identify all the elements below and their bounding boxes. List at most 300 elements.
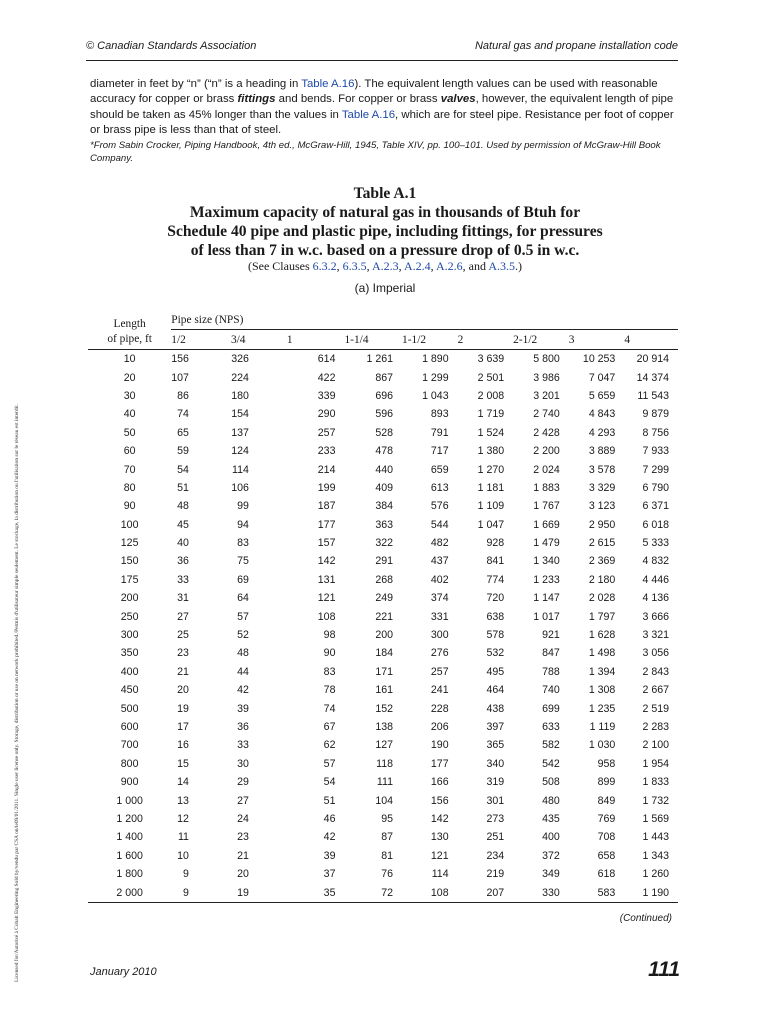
capacity-cell: 9 879 <box>642 408 669 421</box>
header-right: Natural gas and propane installation code <box>474 40 678 52</box>
capacity-cell: 59 <box>177 445 189 458</box>
capacity-cell: 249 <box>375 592 394 605</box>
capacity-cell: 161 <box>375 684 394 697</box>
capacity-cell: 374 <box>430 592 449 605</box>
capacity-cell: 131 <box>317 573 336 586</box>
capacity-cell: 791 <box>430 426 449 439</box>
capacity-cell: 39 <box>323 849 336 862</box>
header-left: © Canadian Standards Association <box>86 40 257 52</box>
capacity-cell: 95 <box>381 812 394 825</box>
length-cell: 800 <box>120 757 139 770</box>
capacity-cell: 206 <box>430 721 449 733</box>
table-number: Table A.1 <box>353 185 417 202</box>
clause-link[interactable]: 6.3.2 <box>312 259 337 273</box>
capacity-cell: 72 <box>344 883 402 902</box>
capacity-cell: 1 299 <box>422 371 449 384</box>
capacity-cell: 1 260 <box>642 868 669 881</box>
capacity-cell: 1 270 <box>477 463 505 476</box>
length-cell: 700 <box>120 739 139 752</box>
capacity-cell: 1 261 <box>366 353 394 366</box>
capacity-cell: 10 <box>177 849 189 862</box>
capacity-cell: 397 <box>486 721 505 733</box>
capacity-cell: 542 <box>542 757 560 770</box>
length-cell: 200 <box>120 592 139 605</box>
capacity-cell: 1 498 <box>588 647 616 660</box>
table-row <box>88 387 678 405</box>
capacity-cell: 384 <box>375 500 394 513</box>
capacity-cell: 422 <box>317 371 336 384</box>
capacity-cell: 177 <box>317 518 336 531</box>
capacity-cell: 578 <box>486 629 505 642</box>
length-cell: 350 <box>120 647 139 660</box>
capacity-cell: 400 <box>542 831 560 844</box>
capacity-cell: 769 <box>597 812 616 825</box>
capacity-cell: 5 800 <box>533 353 560 366</box>
capacity-cell: 11 <box>177 831 189 844</box>
capacity-cell: 90 <box>323 647 336 660</box>
capacity-cell: 78 <box>323 684 336 697</box>
capacity-cell: 3 578 <box>588 463 616 476</box>
capacity-cell: 596 <box>375 408 394 421</box>
table-row <box>88 644 678 662</box>
capacity-cell: 508 <box>542 776 560 789</box>
capacity-cell: 29 <box>237 776 249 789</box>
table-caption-line: of less than 7 in w.c. based on a pressure drop of 0.5 in w.c. <box>190 242 580 259</box>
capacity-cell: 326 <box>231 353 249 366</box>
capacity-cell: 1 233 <box>533 573 560 586</box>
table-row <box>88 828 678 846</box>
pipe-size-column-header: 3 <box>569 330 625 350</box>
capacity-cell: 187 <box>317 500 336 513</box>
capacity-cell: 23 <box>177 647 189 660</box>
table-row <box>88 368 678 386</box>
capacity-cell: 62 <box>323 739 336 752</box>
capacity-cell: 51 <box>177 481 189 494</box>
length-header-line: Length <box>113 318 146 330</box>
capacity-cell: 717 <box>430 445 449 458</box>
capacity-cell: 291 <box>375 555 394 568</box>
capacity-cell: 118 <box>376 757 394 770</box>
capacity-cell: 3 666 <box>642 610 669 623</box>
length-cell: 1 800 <box>116 868 143 881</box>
capacity-cell: 1 147 <box>533 592 560 605</box>
capacity-cell: 46 <box>323 812 336 825</box>
table-row <box>88 791 678 809</box>
capacity-cell: 696 <box>375 389 394 402</box>
see-text: , <box>366 259 372 273</box>
capacity-cell: 214 <box>317 463 336 476</box>
capacity-cell: 1 719 <box>477 408 505 421</box>
capacity-cell: 409 <box>375 481 394 494</box>
capacity-cell: 659 <box>430 463 449 476</box>
capacity-cell: 48 <box>237 647 249 660</box>
table-row <box>88 626 678 644</box>
license-side-note: Licensed for/Autorisé à Cobalt Engineering Sold by/vendu par CSA on/le09/01/2011. Single user license only. Storage, distribution or use on network prohibited./Permis d'utilisateur simple seulement. Le stockage, la distribution ou l'utilisation sur le réseau est interdit. <box>14 404 20 982</box>
capacity-cell: 1 047 <box>477 518 505 531</box>
capacity-cell: 3 329 <box>588 481 616 494</box>
length-cell: 1 600 <box>116 849 143 862</box>
capacity-cell: 37 <box>323 868 336 881</box>
capacity-cell: 1 340 <box>533 555 560 568</box>
length-cell: 250 <box>120 610 139 623</box>
capacity-cell: 273 <box>486 812 505 825</box>
capacity-cell: 658 <box>597 849 616 862</box>
capacity-cell: 15 <box>177 757 189 770</box>
capacity-cell: 365 <box>486 739 505 752</box>
capacity-cell: 25 <box>177 629 189 642</box>
capacity-cell: 613 <box>430 481 449 494</box>
capacity-cell: 1 043 <box>422 389 449 402</box>
capacity-cell: 1 343 <box>642 849 669 862</box>
capacity-cell: 57 <box>237 610 249 623</box>
capacity-cell: 16 <box>177 739 189 752</box>
capacity-cell: 322 <box>375 537 394 550</box>
capacity-cell: 75 <box>237 555 249 568</box>
capacity-cell: 7 047 <box>588 371 616 384</box>
length-cell: 1 400 <box>116 831 143 844</box>
length-cell: 70 <box>123 463 136 476</box>
intro-text-part: diameter in feet by “n” (“n” is a heading in <box>90 78 302 90</box>
length-cell: 1 000 <box>116 794 143 807</box>
capacity-cell: 14 <box>177 776 189 789</box>
capacity-cell: 300 <box>430 629 449 642</box>
table-row <box>88 516 678 534</box>
capacity-cell: 20 <box>237 868 249 881</box>
capacity-cell: 234 <box>486 849 505 862</box>
table-row <box>88 405 678 423</box>
capacity-cell: 1 569 <box>642 812 669 825</box>
capacity-cell: 1 181 <box>477 481 505 494</box>
capacity-cell: 2 200 <box>533 445 560 458</box>
capacity-cell: 2 950 <box>588 518 616 531</box>
capacity-cell: 36 <box>177 555 189 568</box>
capacity-cell: 1 628 <box>588 629 616 642</box>
capacity-cell: 21 <box>177 665 189 678</box>
capacity-cell: 42 <box>237 684 249 697</box>
capacity-cell: 6 018 <box>642 518 669 531</box>
capacity-cell: 124 <box>231 445 249 458</box>
table-row <box>88 810 678 828</box>
capacity-cell: 7 933 <box>642 445 669 458</box>
fittings-emphasis: fittings <box>237 93 276 106</box>
capacity-cell: 166 <box>430 776 449 789</box>
capacity-cell: 2 519 <box>642 702 669 715</box>
table-row <box>88 442 678 460</box>
capacity-cell: 4 446 <box>642 573 669 586</box>
capacity-cell: 774 <box>486 573 505 586</box>
table-row <box>88 865 678 883</box>
capacity-cell: 221 <box>375 610 394 623</box>
pipe-size-column-header: 2-1/2 <box>513 330 569 350</box>
capacity-cell: 3 321 <box>642 629 669 642</box>
capacity-cell: 2 369 <box>588 555 616 568</box>
length-cell: 20 <box>123 371 136 384</box>
capacity-cell: 87 <box>381 831 394 844</box>
capacity-cell: 1 669 <box>533 518 560 531</box>
intro-paragraph <box>90 77 680 139</box>
capacity-cell: 3 056 <box>642 647 669 660</box>
capacity-cell: 104 <box>375 794 394 807</box>
capacity-cell: 190 <box>430 739 449 752</box>
capacity-cell: 5 659 <box>588 389 616 402</box>
capacity-cell: 171 <box>375 665 394 678</box>
capacity-cell: 1 235 <box>588 702 616 715</box>
table-row <box>88 883 678 902</box>
capacity-cell: 23 <box>237 831 249 844</box>
capacity-cell: 33 <box>177 573 189 586</box>
capacity-cell: 54 <box>323 776 336 789</box>
capacity-cell: 10 253 <box>582 353 616 366</box>
continued-note: (Continued) <box>619 913 672 924</box>
capacity-cell: 614 <box>317 353 336 366</box>
capacity-cell: 867 <box>375 371 394 384</box>
capacity-cell: 121 <box>317 592 336 605</box>
capacity-cell: 219 <box>486 868 505 881</box>
running-header <box>86 40 678 61</box>
clause-link[interactable]: A.2.3 <box>371 259 399 273</box>
capacity-cell: 142 <box>430 812 449 825</box>
capacity-cell: 199 <box>317 481 336 494</box>
table-row <box>88 663 678 681</box>
table-row <box>88 718 678 736</box>
capacity-cell: 841 <box>486 555 505 568</box>
capacity-cell: 99 <box>237 500 249 513</box>
see-text: , <box>336 259 343 273</box>
capacity-cell: 33 <box>237 739 249 752</box>
intro-text-part: and bends. For copper or brass <box>275 93 441 106</box>
see-text: , and <box>462 259 489 273</box>
pipe-size-column-header: 1 <box>287 330 345 350</box>
capacity-cell: 152 <box>375 702 394 715</box>
capacity-cell: 257 <box>430 665 449 678</box>
capacity-cell: 2 024 <box>533 463 560 476</box>
table-row <box>88 773 678 791</box>
capacity-cell: 544 <box>430 518 449 531</box>
length-cell: 450 <box>120 684 139 697</box>
capacity-cell: 36 <box>237 721 249 733</box>
intro-text-part: , however, the equivalent length of pipe should be taken as 45% longer than the values in <box>90 93 674 121</box>
capacity-cell: 8 756 <box>642 426 669 439</box>
table-row <box>88 607 678 625</box>
capacity-cell: 1 308 <box>588 684 616 697</box>
capacity-cell: 233 <box>317 445 336 458</box>
capacity-cell: 14 374 <box>636 371 669 384</box>
capacity-cell: 17 <box>177 721 189 733</box>
capacity-cell: 4 832 <box>642 555 669 568</box>
capacity-cell: 480 <box>542 794 560 807</box>
table-caption-line: Schedule 40 pipe and plastic pipe, including fittings, for pressures <box>167 223 603 240</box>
capacity-cell: 1 109 <box>477 500 505 513</box>
footer-date: January 2010 <box>90 966 157 978</box>
capacity-cell: 2 180 <box>588 573 616 586</box>
pipe-size-column-header: 3/4 <box>231 330 287 350</box>
capacity-cell: 9 <box>171 883 231 902</box>
length-cell: 30 <box>123 389 136 402</box>
length-cell: 60 <box>123 445 136 458</box>
clause-link[interactable]: 6.3.5 <box>342 259 367 273</box>
length-header <box>88 310 171 350</box>
capacity-cell: 114 <box>232 463 249 476</box>
capacity-cell: 86 <box>177 389 189 402</box>
capacity-cell: 618 <box>597 868 616 881</box>
capacity-cell: 847 <box>542 647 560 660</box>
capacity-cell: 257 <box>317 426 336 439</box>
capacity-cell: 1 883 <box>533 481 560 494</box>
capacity-cell: 31 <box>177 592 189 605</box>
length-cell: 40 <box>123 408 136 421</box>
page-number: 111 <box>648 958 680 981</box>
capacity-cell: 2 028 <box>588 592 616 605</box>
capacity-cell: 114 <box>431 868 449 881</box>
footnote: *From Sabin Crocker, Piping Handbook, 4th ed., McGraw-Hill, 1945, Table XIV, pp. 100–101. Used by permission of McGraw-Hill Book Company. <box>90 139 661 164</box>
intro-text <box>90 77 680 165</box>
capacity-cell: 138 <box>375 721 394 733</box>
length-cell: 500 <box>120 702 139 715</box>
capacity-cell: 2 843 <box>642 665 669 678</box>
capacity-cell: 2 428 <box>533 426 560 439</box>
capacity-cell: 1 380 <box>477 445 505 458</box>
capacity-cell: 156 <box>171 353 189 366</box>
intro-text-part: , which are for steel pipe. Resistance per foot of copper or brass pipe is less than that of steel. <box>90 108 674 137</box>
table-row <box>88 571 678 589</box>
table-row <box>88 534 678 552</box>
capacity-cell: 137 <box>231 426 249 439</box>
capacity-cell: 130 <box>430 831 449 844</box>
capacity-cell: 1 119 <box>589 721 616 733</box>
length-cell: 2 000 <box>88 883 171 902</box>
table-row <box>88 736 678 754</box>
capacity-cell: 12 <box>177 812 189 825</box>
capacity-cell: 241 <box>430 684 449 697</box>
capacity-cell: 76 <box>381 868 394 881</box>
capacity-cell: 437 <box>430 555 449 568</box>
capacity-cell: 94 <box>237 518 249 531</box>
capacity-cell: 39 <box>237 702 249 715</box>
capacity-cell: 1 394 <box>588 665 616 678</box>
length-cell: 90 <box>123 500 136 513</box>
length-header-line: of pipe, ft <box>107 333 152 345</box>
capacity-cell: 184 <box>375 647 394 660</box>
capacity-cell: 464 <box>486 684 505 697</box>
table-row <box>88 350 678 369</box>
capacity-cell: 24 <box>237 812 249 825</box>
capacity-cell: 127 <box>375 739 394 752</box>
table-row <box>88 681 678 699</box>
capacity-cell: 52 <box>237 629 249 642</box>
valves-emphasis: valves <box>440 93 476 106</box>
capacity-cell: 363 <box>375 518 394 531</box>
capacity-cell: 83 <box>323 665 336 678</box>
capacity-cell: 64 <box>237 592 249 605</box>
length-cell: 400 <box>120 665 139 678</box>
capacity-cell: 340 <box>486 757 505 770</box>
capacity-cell: 1 833 <box>642 776 669 789</box>
capacity-cell: 2 501 <box>477 371 505 384</box>
table-row <box>88 847 678 865</box>
capacity-cell: 180 <box>231 389 249 402</box>
capacity-cell: 5 333 <box>642 537 669 550</box>
capacity-cell: 339 <box>317 389 336 402</box>
capacity-cell: 331 <box>430 610 449 623</box>
capacity-cell: 142 <box>317 555 336 568</box>
capacity-cell: 27 <box>237 794 249 807</box>
length-cell: 150 <box>120 555 139 568</box>
capacity-cell: 849 <box>597 794 616 807</box>
capacity-cell: 13 <box>177 794 189 807</box>
capacity-cell: 583 <box>569 883 625 902</box>
table-a16-link[interactable]: Table A.16 <box>301 78 355 90</box>
length-cell: 80 <box>123 481 136 494</box>
capacity-cell: 1 443 <box>642 831 669 844</box>
capacity-cell: 638 <box>486 610 505 623</box>
capacity-cell: 19 <box>231 883 287 902</box>
capacity-cell: 11 543 <box>637 389 669 402</box>
capacity-cell: 301 <box>486 794 505 807</box>
capacity-cell: 106 <box>231 481 249 494</box>
capacity-cell: 69 <box>237 573 249 586</box>
capacity-cell: 532 <box>486 647 505 660</box>
clause-link[interactable]: A.2.6 <box>436 259 463 273</box>
intro-text-part: ). The equivalent length values can be used with reasonable accuracy for copper or brass <box>90 78 658 106</box>
length-cell: 10 <box>123 353 136 366</box>
capacity-cell: 83 <box>237 537 249 550</box>
capacity-cell: 268 <box>375 573 394 586</box>
capacity-cell: 349 <box>542 868 560 881</box>
capacity-cell: 276 <box>430 647 449 660</box>
capacity-cell: 740 <box>542 684 560 697</box>
length-cell: 900 <box>120 776 139 789</box>
capacity-cell: 67 <box>323 721 336 733</box>
capacity-cell: 2 283 <box>642 721 669 733</box>
capacity-cell: 1 017 <box>533 610 560 623</box>
capacity-cell: 1 524 <box>477 426 505 439</box>
capacity-cell: 372 <box>542 849 560 862</box>
capacity-cell: 3 889 <box>588 445 616 458</box>
capacity-cell: 7 299 <box>642 463 669 476</box>
capacity-cell: 48 <box>177 500 189 513</box>
capacity-cell: 20 <box>177 684 189 697</box>
capacity-cell: 107 <box>171 371 189 384</box>
table-row <box>88 589 678 607</box>
capacity-cell: 20 914 <box>636 353 669 366</box>
capacity-cell: 81 <box>381 849 394 862</box>
see-text: , <box>430 259 436 273</box>
capacity-cell: 177 <box>430 757 449 770</box>
capacity-cell: 899 <box>597 776 616 789</box>
capacity-cell: 2 667 <box>642 684 669 697</box>
table-row <box>88 699 678 717</box>
capacity-cell: 228 <box>430 702 449 715</box>
capacity-cell: 42 <box>323 831 336 844</box>
capacity-cell: 633 <box>542 721 560 733</box>
capacity-cell: 98 <box>323 629 336 642</box>
clause-link[interactable]: A.2.4 <box>403 259 431 273</box>
table-row <box>88 497 678 515</box>
capacity-table <box>88 310 678 903</box>
table-a16-link-2[interactable]: Table A.16 <box>341 108 396 121</box>
table-row <box>88 552 678 570</box>
capacity-cell: 45 <box>177 518 189 531</box>
capacity-cell: 2 740 <box>533 408 560 421</box>
capacity-cell: 154 <box>231 408 249 421</box>
clause-link[interactable]: A.3.5 <box>488 259 516 273</box>
capacity-cell: 921 <box>542 629 560 642</box>
capacity-cell: 478 <box>375 445 394 458</box>
capacity-cell: 224 <box>231 371 249 384</box>
capacity-cell: 3 639 <box>477 353 505 366</box>
pipe-size-column-header: 1-1/2 <box>402 330 458 350</box>
capacity-cell: 121 <box>430 849 449 862</box>
